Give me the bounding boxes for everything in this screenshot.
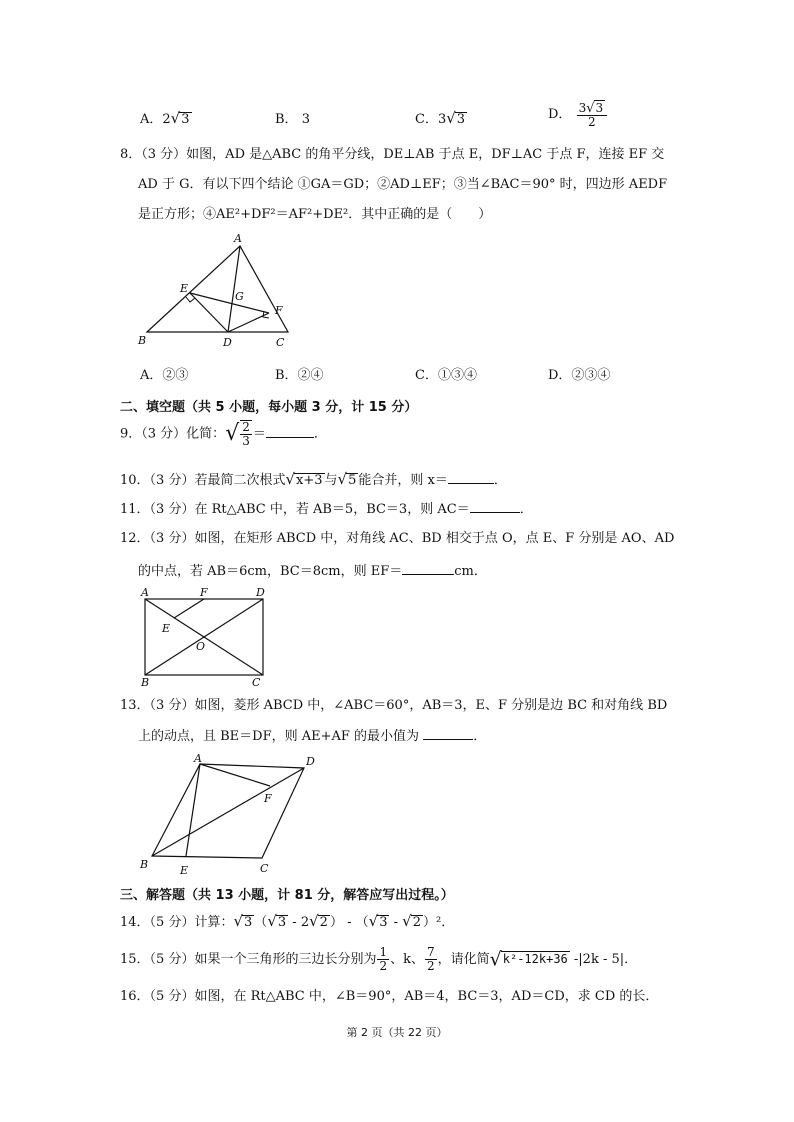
q14: 14．（5 分）计算：√3 （√3 - 2√2 ） - （√3 - √2 ）²． [120, 912, 455, 930]
q8-line3: 是正方形；④AE²+DF²＝AF²+DE²．其中正确的是（ ） [138, 207, 492, 222]
q13-rhombus-figure [136, 750, 326, 878]
q10-answer-blank[interactable] [448, 471, 494, 484]
q12-label-f: F [200, 586, 208, 599]
q12-line1: 12．（3 分）如图，在矩形 ABCD 中，对角线 AC、BD 相交于点 O，点 E、F 分别是 AO、AD [120, 531, 675, 546]
q12-label-b: B [141, 676, 150, 689]
q13-label-a: A [194, 752, 202, 765]
q7-option-d: D． $\frac{3√3}{2}$ [548, 100, 608, 129]
q13-label-f: F [264, 792, 272, 805]
q13-line1: 13．（3 分）如图，菱形 ABCD 中，∠ABC＝60°，AB＝3，E、F 分别是边 BC 和对角线 BD [120, 698, 668, 713]
section-3-heading: 三、解答题（共 13 小题，计 81 分，解答应写出过程。） [120, 888, 454, 903]
q8-label-a: A [234, 232, 242, 245]
q16: 16．（5 分）如图，在 Rt△ABC 中，∠B＝90°，AB＝4，BC＝3，AD＝CD，求 CD 的长． [120, 989, 659, 1004]
q12-label-d: D [256, 586, 265, 599]
q8-option-c: C．①③④ [415, 368, 477, 383]
q11: 11．（3 分）在 Rt△ABC 中，若 AB＝5，BC＝3，则 AC＝ ． [120, 502, 533, 517]
q8-label-f: F [275, 304, 283, 317]
q12-label-e: E [162, 622, 171, 635]
q11-answer-blank[interactable] [470, 500, 520, 513]
section-2-heading: 二、填空题（共 5 小题，每小题 3 分，计 15 分） [120, 400, 418, 415]
q8-option-b: B．②④ [275, 368, 324, 383]
q13-label-b: B [140, 858, 149, 871]
q8-option-d: D．②③④ [548, 368, 611, 383]
q12-rectangle-figure [138, 586, 278, 690]
q8-line2: AD 于 G．有以下四个结论 ①GA＝GD；②AD⊥EF；③当∠BAC＝90° 时，四边形 AEDF [138, 177, 668, 192]
q12-label-o: O [196, 640, 206, 653]
q10: 10．（3 分）若最简二次根式√x+3 与√5 能合并，则 x＝ ． [120, 470, 507, 488]
q12-label-a: A [141, 586, 149, 599]
q8-triangle-figure [130, 232, 300, 354]
q7-d-fraction: $\frac{3√3}{2}$ [577, 100, 608, 129]
q12-label-c: C [252, 676, 261, 689]
q13-answer-blank[interactable] [423, 727, 473, 740]
q7-option-a: A．2√3 [140, 109, 190, 127]
q12-answer-blank[interactable] [402, 562, 454, 575]
q13-label-d: D [306, 755, 315, 768]
q8-option-a: A．②③ [140, 368, 189, 383]
q8-line1: 8．（3 分）如图，AD 是△ABC 的角平分线，DE⊥AB 于点 E，DF⊥AC 于点 F，连接 EF 交 [120, 147, 665, 162]
q8-label-e: E [180, 282, 189, 295]
q9: 9．（3 分）化简：√ $\frac{2}{3}$ ＝ ． [120, 420, 327, 448]
q13-label-e: E [180, 864, 189, 877]
q8-options [140, 364, 760, 394]
page-footer: 第 2 页（共 22 页） [346, 1026, 448, 1039]
q7-option-b: B． 3 [275, 112, 310, 127]
q9-answer-blank[interactable] [266, 425, 314, 438]
q15: 15．（5 分）如果一个三角形的三边长分别为 $\frac{1}{2}$ 、k、 $\frac{7}{2}$ ，请化简√k²-12k+36 -|2k - 5|． [120, 945, 638, 973]
q7-options [140, 101, 760, 134]
q12-line2: 的中点，若 AB＝6cm，BC＝8cm，则 EF＝ cm． [138, 564, 487, 579]
q8-label-b: B [138, 334, 147, 347]
q13-label-c: C [260, 862, 269, 875]
q8-label-g: G [235, 290, 244, 303]
q13-line2: 上的动点，且 BE＝DF，则 AE+AF 的最小值为 ． [138, 729, 487, 744]
q8-label-c: C [276, 336, 285, 349]
q8-label-d: D [223, 336, 232, 349]
q7-option-c: C．3√3 [415, 109, 466, 127]
